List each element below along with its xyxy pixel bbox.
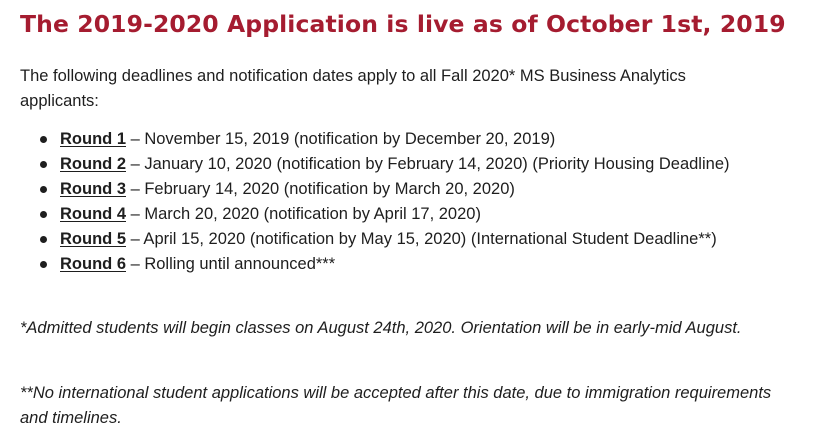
intro-paragraph: The following deadlines and notification dates apply to all Fall 2020* MS Business Analytics applicants: [20,67,686,110]
round-2-detail: – January 10, 2020 (notification by February 14, 2020) (Priority Housing Deadline) [126,155,730,173]
round-6-link[interactable]: Round 6 [60,255,126,273]
rounds-list [20,127,810,277]
round-1-detail: – November 15, 2019 (notification by December 20, 2019) [126,130,556,148]
round-4-link[interactable]: Round 4 [60,205,126,223]
footnote-international: **No international student applications will be accepted after this date, due to immigration requirements and timelines. [20,384,772,427]
list-item-round-3 [20,177,810,202]
round-5-detail: – April 15, 2020 (notification by May 15, 2020) (International Student Deadline**) [126,230,717,248]
round-6-detail: – Rolling until announced*** [126,255,336,273]
list-item-round-1 [20,127,810,152]
round-4-detail: – March 20, 2020 (notification by April 17, 2020) [126,205,481,223]
list-item-round-5 [20,227,810,252]
list-item-round-4 [20,202,810,227]
round-3-detail: – February 14, 2020 (notification by March 20, 2020) [126,180,515,198]
page-title: The 2019-2020 Application is live as of October 1st, 2019 [20,10,786,38]
list-item-round-2 [20,152,810,177]
list-item-round-6 [20,252,810,277]
round-2-link[interactable]: Round 2 [60,155,126,173]
round-1-link[interactable]: Round 1 [60,130,126,148]
round-5-link[interactable]: Round 5 [60,230,126,248]
footnote-orientation: *Admitted students will begin classes on August 24th, 2020. Orientation will be in early-mid August. [20,319,742,337]
round-3-link[interactable]: Round 3 [60,180,126,198]
